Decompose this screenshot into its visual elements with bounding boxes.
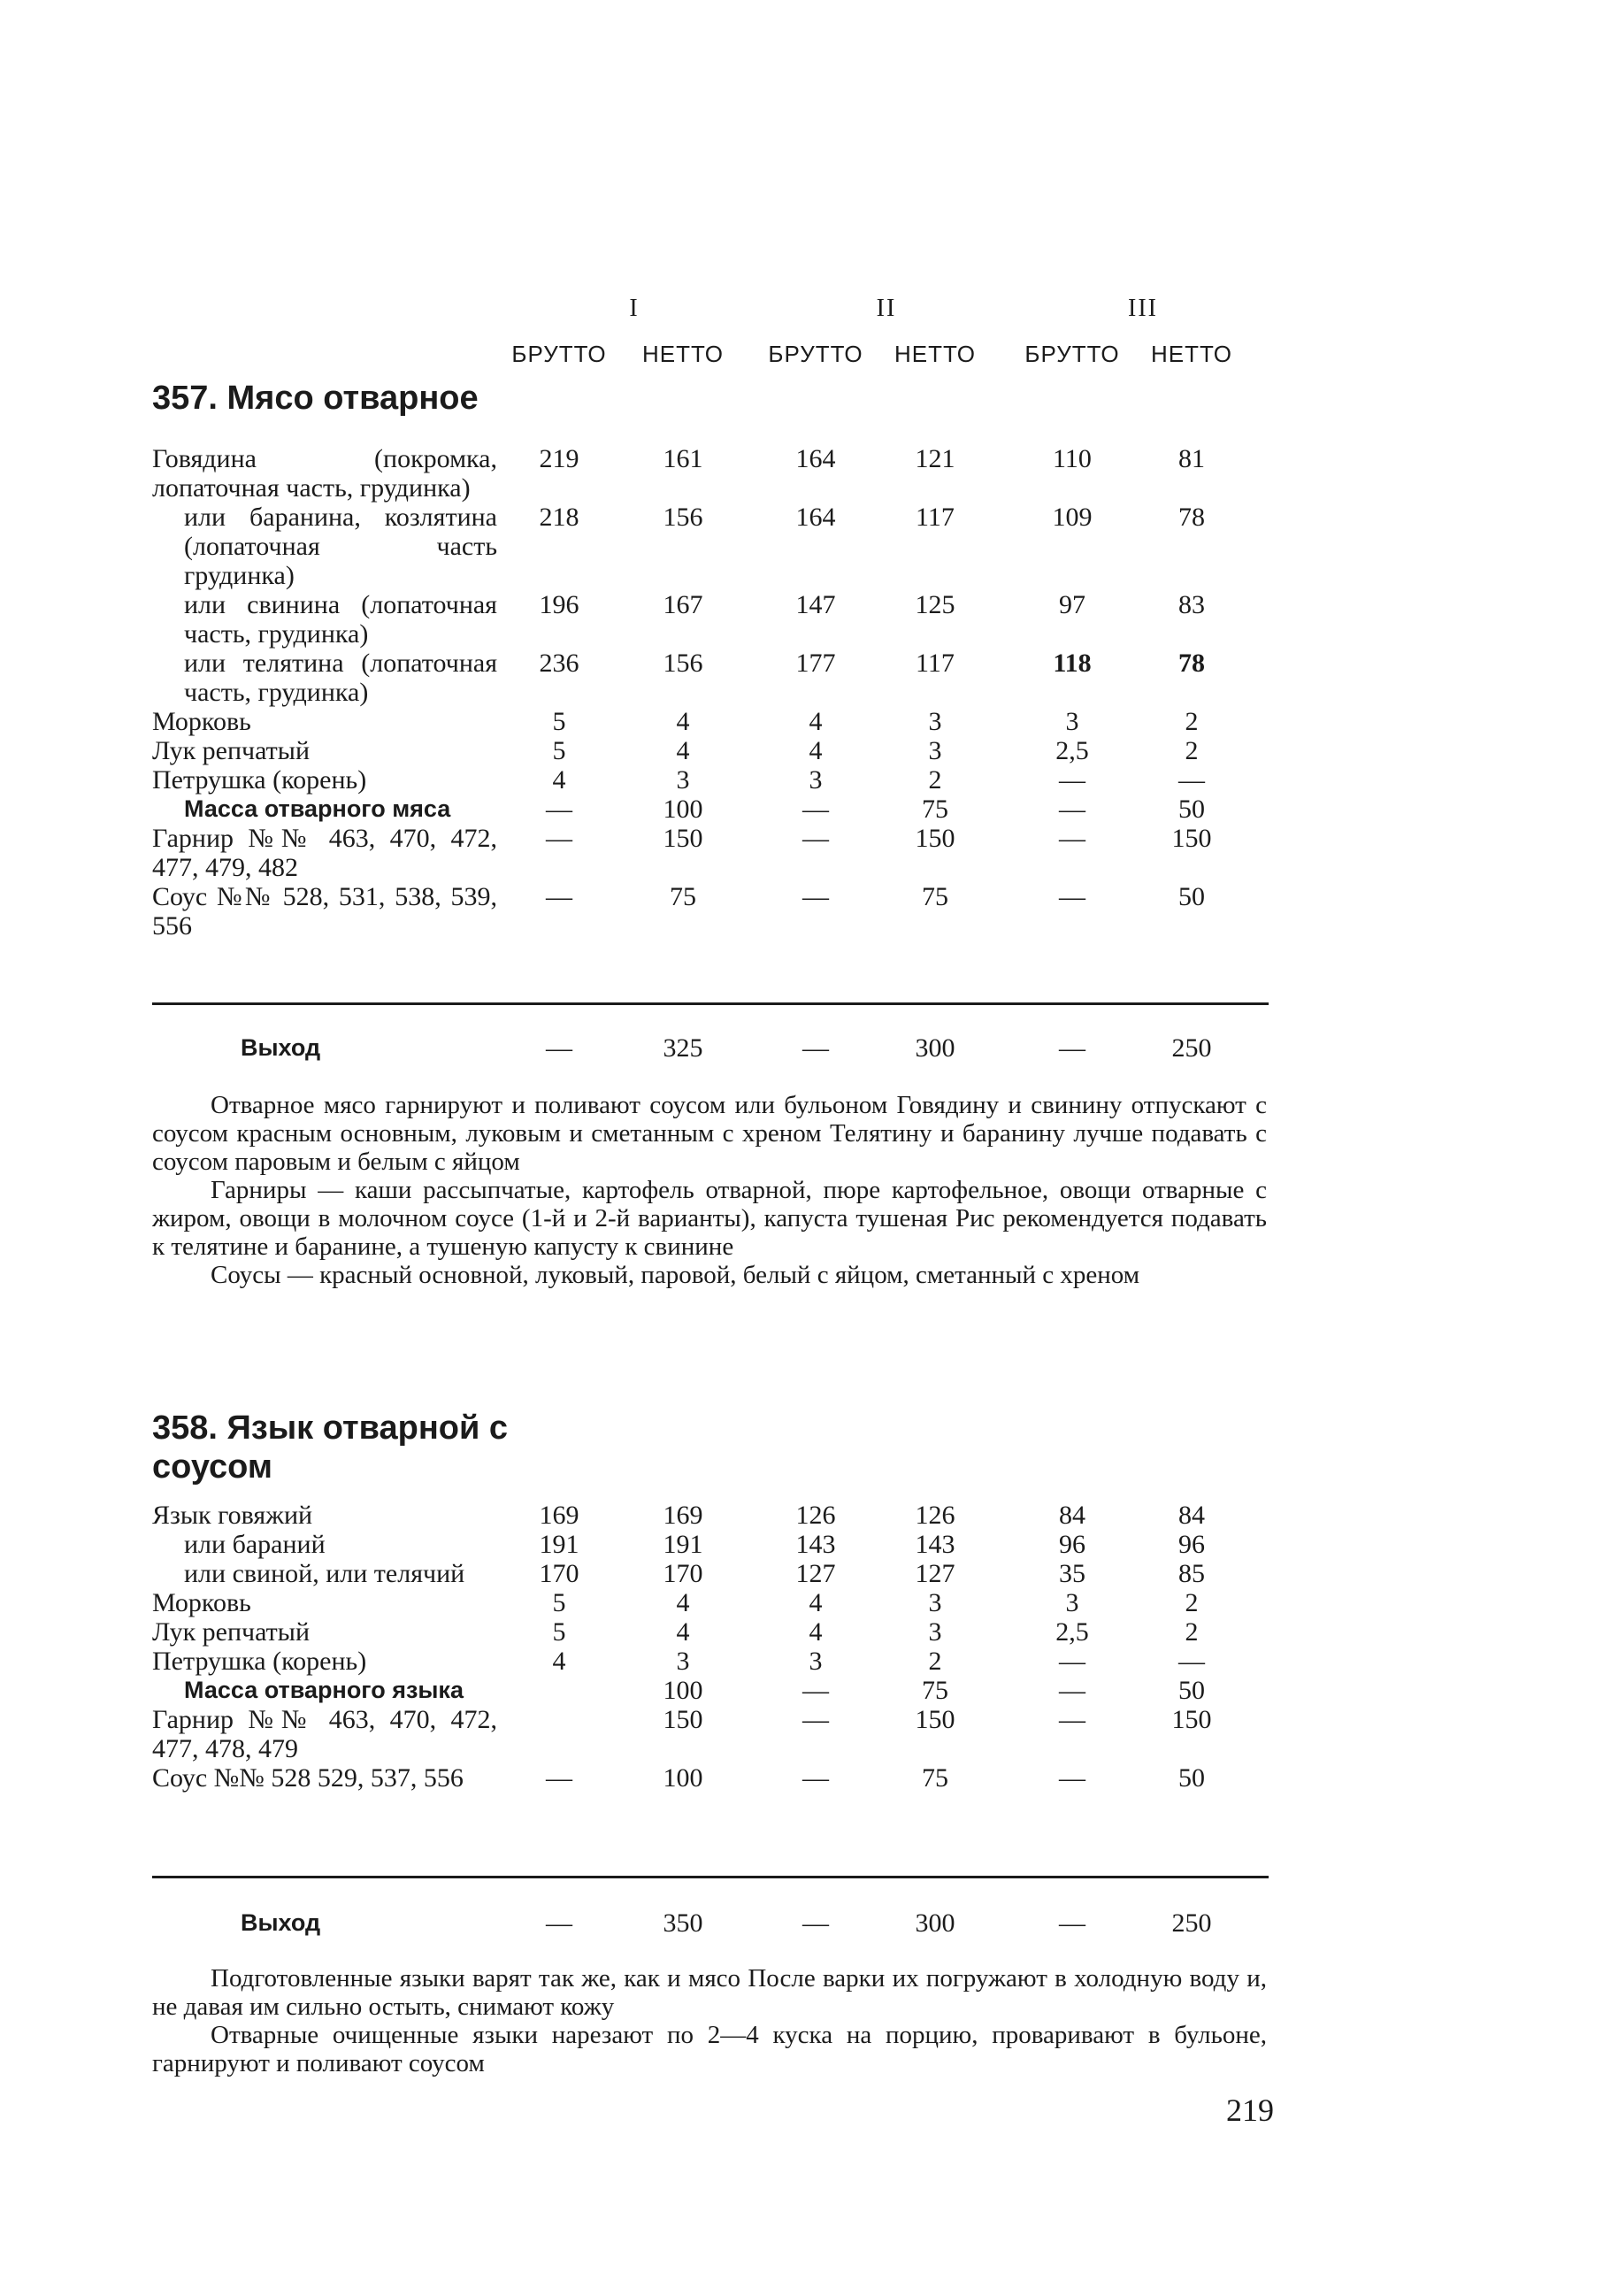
value-cell: 78 bbox=[1178, 649, 1205, 678]
table-row bbox=[152, 1617, 1267, 1647]
value-cell: 250 bbox=[1171, 1033, 1212, 1063]
ingredient-label: Масса отварного мяса bbox=[184, 795, 451, 822]
value-cell: — bbox=[1059, 795, 1085, 824]
value-cell: 236 bbox=[539, 649, 579, 678]
value-cell: 5 bbox=[552, 1617, 566, 1647]
group-header-1: I bbox=[629, 295, 640, 322]
value-cell: 117 bbox=[916, 503, 955, 532]
value-cell: 150 bbox=[915, 1705, 955, 1734]
table-divider bbox=[152, 1002, 1269, 1005]
value-cell: 156 bbox=[663, 649, 703, 678]
value-cell: 97 bbox=[1059, 590, 1085, 619]
value-cell: — bbox=[1059, 1033, 1085, 1063]
table-divider bbox=[152, 1876, 1269, 1878]
value-cell: 75 bbox=[670, 882, 696, 911]
ingredient-label: Петрушка (корень) bbox=[152, 1647, 367, 1676]
recipe-357-yield-row bbox=[152, 1033, 1267, 1064]
value-cell: 3 bbox=[676, 1647, 690, 1676]
ingredient-label: или бараний bbox=[184, 1530, 326, 1559]
paragraph: Подготовленные языки варят так же, как и мясо После варки их погружают в холодную воду и, не давая им сильно остыть, снимают кожу bbox=[152, 1964, 1267, 2021]
value-cell: 3 bbox=[928, 1588, 942, 1617]
yield-label: Выход bbox=[241, 1909, 321, 1936]
value-cell: 156 bbox=[663, 503, 703, 532]
value-cell: 50 bbox=[1178, 882, 1205, 911]
ingredient-label: Морковь bbox=[152, 707, 251, 736]
recipe-358-title-line1: 358. Язык отварной с bbox=[152, 1409, 509, 1447]
ingredient-label: Гарнир №№ 463, 470, 472, 477, 478, 479 bbox=[152, 1705, 497, 1763]
value-cell: 177 bbox=[795, 649, 836, 678]
value-cell: 2 bbox=[1185, 736, 1199, 765]
value-cell: — bbox=[1059, 1908, 1085, 1938]
ingredient-label: или свинина (лопаточная часть, грудинка) bbox=[184, 590, 497, 649]
value-cell: 161 bbox=[663, 444, 703, 473]
value-cell: 2,5 bbox=[1055, 736, 1089, 765]
value-cell: 50 bbox=[1178, 1676, 1205, 1705]
value-cell: 170 bbox=[663, 1559, 703, 1588]
group-header-3: III bbox=[1128, 295, 1158, 322]
value-cell: 5 bbox=[552, 736, 566, 765]
value-cell: — bbox=[546, 824, 572, 853]
value-cell: 3 bbox=[928, 1617, 942, 1647]
value-cell: 169 bbox=[539, 1501, 579, 1530]
value-cell: 4 bbox=[809, 707, 823, 736]
value-cell: — bbox=[546, 882, 572, 911]
value-cell: — bbox=[1178, 1647, 1205, 1676]
value-cell: 147 bbox=[795, 590, 836, 619]
subheader-gross-3: БРУТТО bbox=[1024, 341, 1120, 367]
value-cell: — bbox=[546, 1908, 572, 1938]
value-cell: 96 bbox=[1178, 1530, 1205, 1559]
table-row bbox=[152, 707, 1267, 736]
value-cell: 4 bbox=[676, 736, 690, 765]
value-cell: — bbox=[546, 1033, 572, 1063]
value-cell: — bbox=[802, 824, 829, 853]
ingredient-label: Морковь bbox=[152, 1588, 251, 1617]
value-cell: 150 bbox=[915, 824, 955, 853]
recipe-358-notes bbox=[152, 1964, 1267, 2077]
table-row bbox=[152, 1501, 1267, 1530]
value-cell: 3 bbox=[1065, 1588, 1079, 1617]
subheader-net-2: НЕТТО bbox=[894, 341, 976, 367]
value-cell: 4 bbox=[809, 1588, 823, 1617]
value-cell: — bbox=[802, 1033, 829, 1063]
table-row bbox=[152, 444, 1267, 503]
ingredient-label: Соус №№ 528, 531, 538, 539, 556 bbox=[152, 882, 497, 941]
page-number: 219 bbox=[1226, 2093, 1274, 2128]
ingredient-label: или баранина, козлятина (лопаточная часть грудинка) bbox=[184, 503, 497, 590]
value-cell: 35 bbox=[1059, 1559, 1085, 1588]
value-cell: 2 bbox=[1185, 1588, 1199, 1617]
ingredient-label: или телятина (лопаточная часть, грудинка) bbox=[184, 649, 497, 707]
value-cell: 83 bbox=[1178, 590, 1205, 619]
value-cell: 121 bbox=[915, 444, 955, 473]
value-cell: 2 bbox=[1185, 707, 1199, 736]
value-cell: 150 bbox=[1171, 824, 1212, 853]
value-cell: 150 bbox=[663, 1705, 703, 1734]
value-cell: 167 bbox=[663, 590, 703, 619]
ingredient-label: Лук репчатый bbox=[152, 1617, 310, 1647]
value-cell: 169 bbox=[663, 1501, 703, 1530]
value-cell: 109 bbox=[1052, 503, 1093, 532]
value-cell: 4 bbox=[676, 707, 690, 736]
value-cell: — bbox=[1059, 1676, 1085, 1705]
value-cell: 4 bbox=[552, 765, 566, 795]
value-cell: — bbox=[802, 1705, 829, 1734]
value-cell: 218 bbox=[539, 503, 579, 532]
value-cell: 3 bbox=[1065, 707, 1079, 736]
subheader-gross-1: БРУТТО bbox=[511, 341, 607, 367]
value-cell: 50 bbox=[1178, 795, 1205, 824]
value-cell: 96 bbox=[1059, 1530, 1085, 1559]
value-cell: 4 bbox=[809, 736, 823, 765]
table-row bbox=[152, 590, 1267, 649]
ingredient-label: Масса отварного языка bbox=[184, 1677, 464, 1703]
value-cell: 325 bbox=[663, 1033, 703, 1063]
subheader-gross-2: БРУТТО bbox=[768, 341, 863, 367]
table-row bbox=[152, 765, 1267, 795]
table-row bbox=[152, 1676, 1267, 1705]
value-cell: 3 bbox=[928, 736, 942, 765]
value-cell: 2 bbox=[928, 765, 942, 795]
recipe-358-title bbox=[152, 1409, 508, 1486]
value-cell: 118 bbox=[1053, 649, 1092, 678]
value-cell: 81 bbox=[1178, 444, 1205, 473]
value-cell: 3 bbox=[928, 707, 942, 736]
value-cell: 5 bbox=[552, 1588, 566, 1617]
table-row bbox=[152, 1530, 1267, 1559]
ingredient-label: Гарнир №№ 463, 470, 472, 477, 479, 482 bbox=[152, 824, 497, 882]
value-cell: 219 bbox=[539, 444, 579, 473]
value-cell: 127 bbox=[915, 1559, 955, 1588]
value-cell: 126 bbox=[795, 1501, 836, 1530]
ingredient-label: Язык говяжий bbox=[152, 1501, 313, 1530]
recipe-358-title-line2: соусом bbox=[152, 1448, 272, 1486]
table-row bbox=[152, 503, 1267, 590]
table-row bbox=[152, 1588, 1267, 1617]
value-cell: 84 bbox=[1059, 1501, 1085, 1530]
table-row bbox=[152, 1705, 1267, 1763]
value-cell: 126 bbox=[915, 1501, 955, 1530]
table-row bbox=[152, 1763, 1267, 1793]
ingredient-label: Лук репчатый bbox=[152, 736, 310, 765]
value-cell: 100 bbox=[663, 795, 703, 824]
value-cell: 75 bbox=[922, 1676, 948, 1705]
value-cell: 3 bbox=[676, 765, 690, 795]
ingredient-label: Соус №№ 528 529, 537, 556 bbox=[152, 1763, 464, 1793]
value-cell: 164 bbox=[795, 444, 836, 473]
paragraph: Соусы — красный основной, луковый, паровой, белый с яйцом, сметанный с хреном bbox=[211, 1261, 1140, 1289]
value-cell: 127 bbox=[795, 1559, 836, 1588]
value-cell: 150 bbox=[1171, 1705, 1212, 1734]
value-cell: 117 bbox=[916, 649, 955, 678]
recipe-357-title: 357. Мясо отварное bbox=[152, 380, 479, 417]
value-cell: 50 bbox=[1178, 1763, 1205, 1793]
paragraph: Гарниры — каши рассыпчатые, картофель отварной, пюре картофельное, овощи отварные с жиром, овощи в молочном соусе (1-й и 2-й варианты), капуста тушеная Рис рекомендуется подавать к телятине и баранине, а тушеную капусту к свинине bbox=[152, 1176, 1267, 1261]
value-cell: 75 bbox=[922, 795, 948, 824]
value-cell: 3 bbox=[809, 765, 823, 795]
value-cell: — bbox=[1059, 882, 1085, 911]
value-cell: 78 bbox=[1178, 503, 1205, 532]
value-cell: 110 bbox=[1053, 444, 1092, 473]
subheader-net-3: НЕТТО bbox=[1151, 341, 1232, 367]
ingredient-label: или свиной, или телячий bbox=[184, 1559, 465, 1588]
value-cell: 2 bbox=[1185, 1617, 1199, 1647]
table-row bbox=[152, 882, 1267, 941]
table-row bbox=[152, 649, 1267, 707]
value-cell: — bbox=[802, 1676, 829, 1705]
value-cell: 2,5 bbox=[1055, 1617, 1089, 1647]
paragraph: Отварное мясо гарнируют и поливают соусом или бульоном Говядину и свинину отпускают с соусом красным основным, луковым и сметанным с хреном Телятину и баранину лучше подавать с соусом паровым и белым с яйцом bbox=[152, 1091, 1267, 1176]
value-cell: 4 bbox=[676, 1588, 690, 1617]
value-cell: — bbox=[1059, 765, 1085, 795]
recipe-357-table bbox=[152, 444, 1267, 941]
value-cell: 75 bbox=[922, 882, 948, 911]
value-cell: — bbox=[1059, 1763, 1085, 1793]
value-cell: — bbox=[802, 795, 829, 824]
value-cell: 170 bbox=[539, 1559, 579, 1588]
value-cell: 300 bbox=[915, 1908, 955, 1938]
value-cell: 250 bbox=[1171, 1908, 1212, 1938]
paragraph: Отварные очищенные языки нарезают по 2—4 куска на порцию, проваривают в бульоне, гарнируют и поливают соусом bbox=[152, 2021, 1267, 2077]
value-cell: 4 bbox=[552, 1647, 566, 1676]
value-cell: 3 bbox=[809, 1647, 823, 1676]
value-cell: 4 bbox=[809, 1617, 823, 1647]
group-header-2: II bbox=[876, 295, 897, 322]
value-cell: — bbox=[802, 1908, 829, 1938]
value-cell: 300 bbox=[915, 1033, 955, 1063]
value-cell: — bbox=[546, 1763, 572, 1793]
table-row bbox=[152, 1559, 1267, 1588]
value-cell: 100 bbox=[663, 1676, 703, 1705]
table-row bbox=[152, 736, 1267, 765]
value-cell: — bbox=[1059, 1647, 1085, 1676]
value-cell: 85 bbox=[1178, 1559, 1205, 1588]
value-cell: 196 bbox=[539, 590, 579, 619]
recipe-358-yield-row bbox=[152, 1908, 1267, 1939]
value-cell: 2 bbox=[928, 1647, 942, 1676]
value-cell: 143 bbox=[915, 1530, 955, 1559]
value-cell: — bbox=[1059, 824, 1085, 853]
value-cell: 84 bbox=[1178, 1501, 1205, 1530]
value-cell: 191 bbox=[539, 1530, 579, 1559]
value-cell: — bbox=[1178, 765, 1205, 795]
ingredient-label: Говядина (покромка, лопаточная часть, грудинка) bbox=[152, 444, 497, 503]
table-row bbox=[152, 1647, 1267, 1676]
value-cell: 75 bbox=[922, 1763, 948, 1793]
value-cell: 5 bbox=[552, 707, 566, 736]
value-cell: 164 bbox=[795, 503, 836, 532]
value-cell: — bbox=[802, 1763, 829, 1793]
value-cell: 143 bbox=[795, 1530, 836, 1559]
value-cell: — bbox=[802, 882, 829, 911]
value-cell: 100 bbox=[663, 1763, 703, 1793]
value-cell: 125 bbox=[915, 590, 955, 619]
recipe-357-notes bbox=[152, 1091, 1267, 1289]
yield-label: Выход bbox=[241, 1034, 321, 1061]
value-cell: 191 bbox=[663, 1530, 703, 1559]
table-row bbox=[152, 795, 1267, 824]
ingredient-label: Петрушка (корень) bbox=[152, 765, 367, 795]
value-cell: 350 bbox=[663, 1908, 703, 1938]
recipe-358-table bbox=[152, 1501, 1267, 1793]
value-cell: 150 bbox=[663, 824, 703, 853]
value-cell: — bbox=[546, 795, 572, 824]
value-cell: 4 bbox=[676, 1617, 690, 1647]
table-row bbox=[152, 824, 1267, 882]
subheader-net-1: НЕТТО bbox=[642, 341, 724, 367]
value-cell: — bbox=[1059, 1705, 1085, 1734]
